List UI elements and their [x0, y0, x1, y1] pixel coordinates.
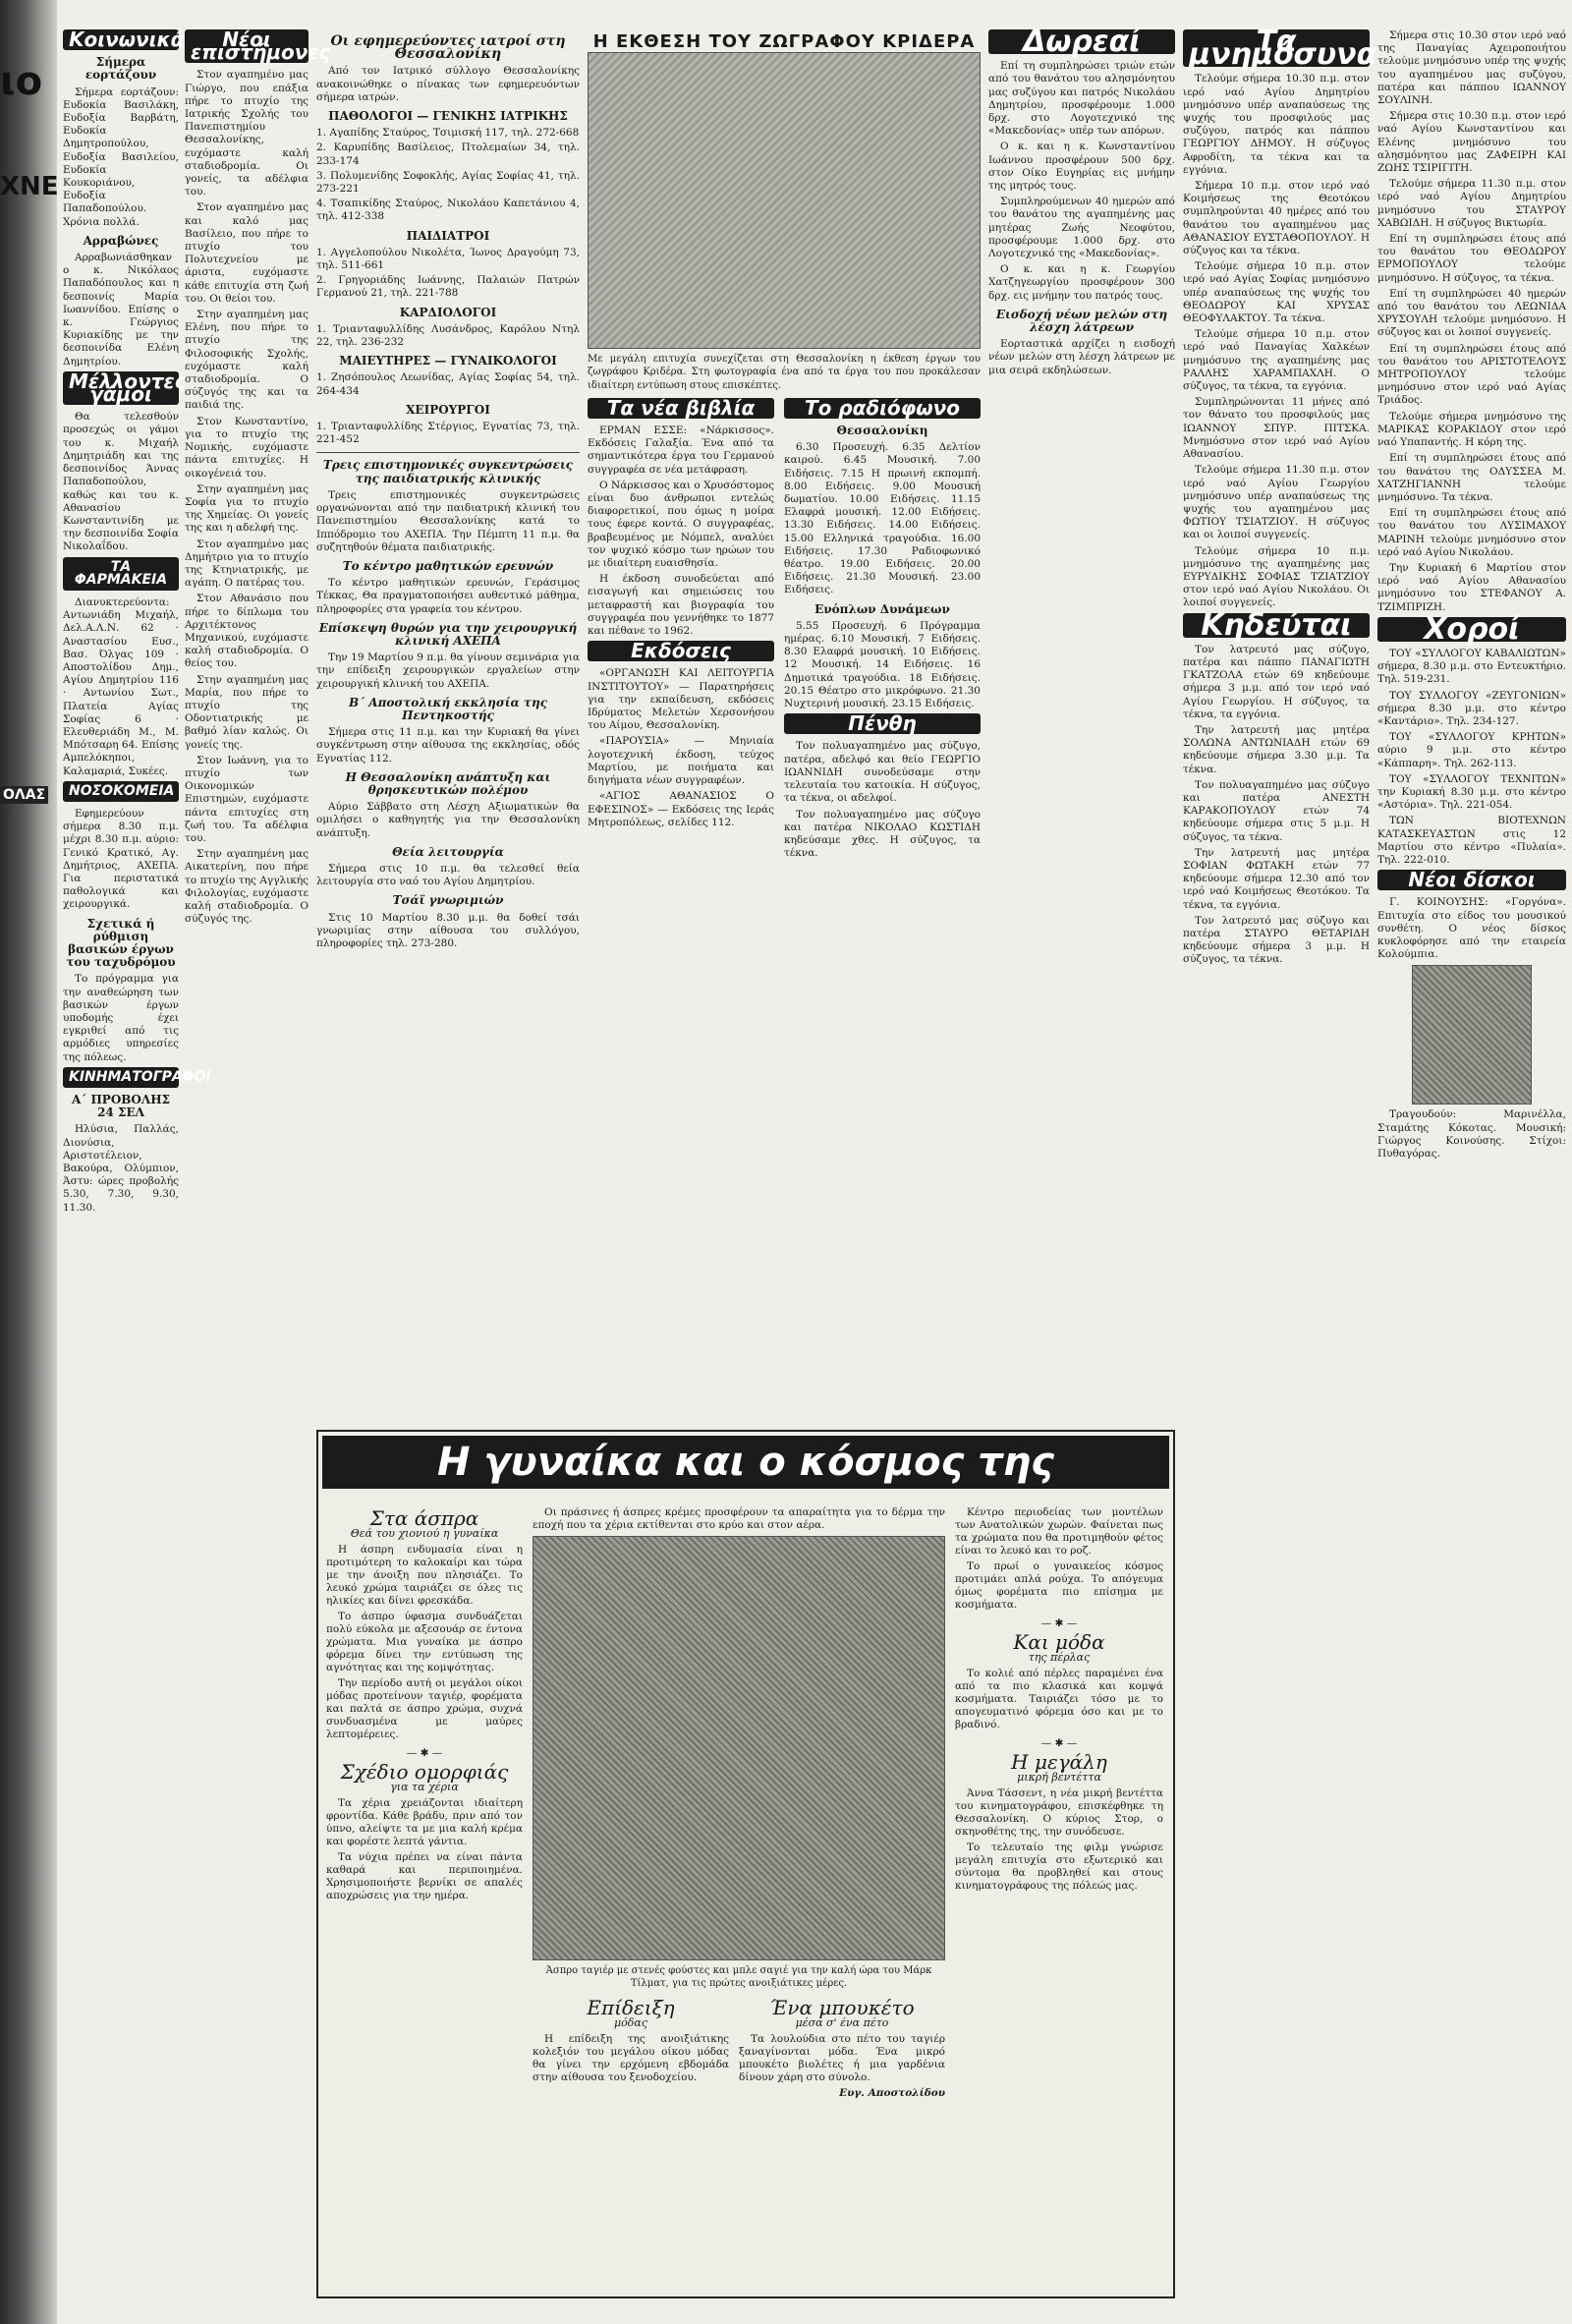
article-paragraph: Στον αγαπημένο μας Γιώργο, που επάξια πήρε το πτυχίο της Ιατρικής Σχολής του Πανεπιστημίου Θεσσαλονίκης, ευχόμαστε καλή σταδιοδρομία. Οι γονείς, τα αδέλφια του.	[185, 69, 309, 198]
article-paragraph: Τα νύχια πρέπει να είναι πάντα καθαρά και περιποιημένα. Χρησιμοποιήστε βερνίκι σε απαλές αποχρώσεις για την ημέρα.	[326, 1851, 523, 1901]
article-paragraph: Τελούμε σήμερα 10 π.μ. μνημόσυνο της αγαπημένης μας ΕΥΡΥΔΙΚΗΣ ΣΟΦΙΑΣ ΤΖΙΑΤΖΙΟΥ στον ιερό ναό Αγίου Νικολάου. Οι λοιποί συγγενείς.	[1183, 544, 1370, 609]
feature-subheading: Επίδειξη	[587, 1996, 675, 2019]
article-paragraph: Επί τη συμπληρώσει τριών ετών από του θανάτου του αλησμόνητου μας συζύγου και πατρός Νικολάου Δημητρίου, προσφέρουμε 1.000 δρχ. στο Λογοτεχνικό της «Μακεδονίας» υπέρ των απόρων.	[988, 60, 1175, 138]
list-item: 1. Τριανταφυλλίδης Λυσάνδρος, Καρόλου Ντηλ 22, τηλ. 236-232	[316, 322, 580, 349]
article-paragraph: Στον Κωνσταντίνο, για το πτυχίο της Νομικής, ευχόμαστε πάντα επιτυχίες. Η οικογένειά του.	[185, 415, 309, 480]
section-banner-publications: Εκδόσεις	[588, 641, 774, 661]
list-heading: ΠΑΙΔΙΑΤΡΟΙ	[406, 228, 490, 243]
feature-kicker: μόδας	[614, 2016, 647, 2029]
article-paragraph: Επί τη συμπληρώσει έτους από του θανάτου του ΘΕΟΔΩΡΟΥ ΕΡΜΟΠΟΥΛΟΥ τελούμε μνημόσυνο. Η σύζυγος, τα τέκνα.	[1377, 233, 1566, 284]
column-new-scientists	[185, 28, 331, 2309]
section-banner-radio: Το ραδιόφωνο	[784, 398, 981, 419]
column-memorials-dances	[1377, 29, 1566, 2309]
section-heading: Θεσσαλονίκη	[836, 424, 928, 438]
article-paragraph: Επί τη συμπληρώσει έτους από του θανάτου του ΑΡΙΣΤΟΤΕΛΟΥΣ ΜΗΤΡΟΠΟΥΛΟΥ τελούμε μνημόσυνο στον ιερό ναό Αγίας Τριάδος.	[1377, 342, 1566, 407]
article-paragraph: ΤΩΝ ΒΙΟΤΕΧΝΩΝ ΚΑΤΑΣΚΕΥΑΣΤΩΝ στις 12 Μαρτίου στο κέντρο «Πυλαία». Τηλ. 222-010.	[1377, 815, 1566, 866]
article-paragraph: Τα χέρια χρειάζονται ιδιαίτερη φροντίδα. Κάθε βράδυ, πριν από τον ύπνο, αλείψτε τα με μια καλή κρέμα και φορέστε λεπτά γάντια.	[326, 1797, 523, 1847]
section-heading: Α΄ ΠΡΟΒΟΛΗΣ 24 ΣΕΛ	[71, 1093, 171, 1120]
list-heading: ΚΑΡΔΙΟΛΟΓΟΙ	[399, 305, 497, 319]
article-paragraph: Διανυκτερεύοντα: Αντωνιάδη Μιχαήλ, Δελ.Α.Λ.Ν. 62 · Αναστασίου Ευσ., Βασ. Όλγας 109 · Αποστολίδου Δημ., Αγίου Δημητρίου 116 · Αντωνίου Σωτ., Πλατεία Αγίας Σοφίας 6 · Ελευθεριάδη Μ., Μ. Μπότσαρη 64. Επίσης Αμπελόκηποι, Καλαμαριά, Συκέες.	[63, 595, 179, 777]
list-item: 2. Καρυπίδης Βασίλειος, Πτολεμαίων 34, τηλ. 233-174	[316, 142, 580, 167]
article-headline: Το κέντρο μαθητικών ερευνών	[342, 558, 554, 573]
section-banner-hospitals: ΝΟΣΟΚΟΜΕΙΑ	[63, 781, 179, 802]
doctor-list	[316, 127, 580, 223]
list-item: 1. Αγαπίδης Σταύρος, Τσιμισκή 117, τηλ. 272-668	[316, 127, 580, 140]
article-paragraph: Στον αγαπημένο μας Δημήτριο για το πτυχίο της Κτηνιατρικής, με αγάπη. Ο πατέρας του.	[185, 538, 309, 590]
feature-photo-column	[533, 1506, 945, 2283]
feature-kicker: για τα χέρια	[390, 1781, 459, 1793]
feature-subheading: Στα άσπρα	[369, 1506, 479, 1530]
separator-star: — ✱ —	[1040, 1617, 1078, 1629]
section-heading: Σχετικά ή ρύθμιση βασικών έργων του ταχυδρόμου	[66, 916, 176, 970]
divider	[316, 452, 580, 453]
article-headline: Τρεις επιστημονικές συγκεντρώσεις της παιδιατρικής κλινικής	[322, 458, 574, 485]
article-paragraph: Τελούμε σήμερα 11.30 π.μ. στον ιερό ναό Αγίου Δημητρίου μνημόσυνο του ΣΤΑΥΡΟΥ ΧΑΒΩΙΔΗ. Η σύζυγος Βικτωρία.	[1377, 178, 1566, 229]
article-paragraph: Από τον Ιατρικό σύλλογο Θεσσαλονίκης ανακοινώθηκε ο πίνακας των εφημερευόντων σήμερα ιατρών.	[316, 65, 580, 103]
article-paragraph: Τον λατρευτό μας σύζυγο, πατέρα και πάππο ΠΑΝΑΓΙΩΤΗ ΓΚΑΤΖΟΛΑ ετών 69 κηδεύουμε σήμερα 3 μ.μ. από τον ιερό ναό Αγίου Γεωργίου. Η σύζυγος, τα τέκνα, τα εγγόνια.	[1183, 643, 1370, 720]
section-banner-dances: Χοροί	[1377, 617, 1566, 642]
author-signature: Ευγ. Αποστολίδου	[839, 2087, 945, 2099]
article-paragraph: Την λατρευτή μας μητέρα ΣΟΦΙΑΝ ΦΩΤΑΚΗ ετών 77 κηδεύουμε σήμερα 12.30 από τον ιερό ναό Κοιμήσεως Θεοτόκου. Τα τέκνα, τα εγγόνια.	[1183, 846, 1370, 911]
article-paragraph: 6.30 Προσευχή. 6.35 Δελτίον καιρού. 6.45 Μουσική. 7.00 Ειδήσεις. 7.15 Η πρωινή εκπομπή. 8.00 Ειδήσεις. 9.00 Μουσική δωματίου. 10.00 Ειδήσεις. 11.15 Ελαφρά μουσική. 12.00 Ειδήσεις. 13.30 Ειδήσεις. 14.00 Ειδήσεις. 15.00 Ελληνικά τραγούδια. 16.00 Ειδήσεις. 17.30 Ραδιοφωνικό θέατρο. 19.00 Ειδήσεις. 20.00 Ειδήσεις. 21.30 Μουσική. 23.00 Ειδήσεις.	[784, 441, 981, 596]
article-paragraph: Αρραβωνιάσθηκαν ο κ. Νικόλαος Παπαδόπουλος και η δεσποινίς Μαρία Ιωαννίδου. Επίσης ο κ. Γεώργιος Κυριακίδης με την δεσποινίδα Ελένη Δημητρίου.	[63, 252, 179, 368]
article-paragraph: Ο κ. και η κ. Γεωργίου Χατζηγεωργίου προσφέρουν 300 δρχ. εις μνήμην του πατρός τους.	[988, 263, 1175, 302]
list-item: 1. Αγγελοπούλου Νικολέτα, Ίωνος Δραγούμη 73, τηλ. 511-661	[316, 246, 580, 272]
feature-column	[955, 1506, 1163, 2283]
article-paragraph: Το κέντρο μαθητικών ερευνών, Γεράσιμος Τέκκας, Θα πραγματοποιήσει αυθεντικό μάθημα, πληροφορίες στα γραφεία του κέντρου.	[316, 577, 580, 615]
doctor-list	[316, 323, 580, 349]
feature-kicker: της πέρλας	[1028, 1651, 1091, 1664]
list-heading: ΜΑΙΕΥΤΗΡΕΣ — ΓΥΝΑΙΚΟΛΟΓΟΙ	[339, 354, 557, 368]
article-paragraph: Τραγουδούν: Μαρινέλλα, Σταμάτης Κόκοτας. Μουσική: Γιώργος Κοινούσης. Στίχοι: Πυθαγόρας.	[1377, 1108, 1566, 1161]
article-paragraph: Επί τη συμπληρώσει έτους από του θανάτου της ΟΔΥΣΣΕΑ Μ. ΧΑΤΖΗΓΙΑΝΝΗ τελούμε μνημόσυνο. Τα τέκνα.	[1377, 452, 1566, 503]
gutter-fragment: ιο	[0, 59, 43, 104]
photo-caption: Άσπρο ταγιέρ με στενές φούστες και μπλε σαγιέ για την καλή ώρα του Μάρκ Τίλματ, για τις πρώτες ανοιξιάτικες μέρες.	[545, 1965, 932, 1989]
article-paragraph: Η άσπρη ενδυμασία είναι η προτιμότερη το καλοκαίρι και τώρα με την άνοιξη που πλησιάζει. Το λευκό χρώμα ταιριάζει σε όλες τις ηλικίες και δίνει φρεσκάδα.	[326, 1544, 523, 1607]
article-paragraph: Το πρόγραμμα για την αναθεώρηση των βασικών έργων υποδομής έχει εγκριθεί από τις αρμόδιες υπηρεσίες της πόλεως.	[63, 973, 179, 1063]
feature-subheading: Και μόδα	[1013, 1630, 1105, 1654]
article-paragraph: Σήμερα στις 10.30 στον ιερό ναό της Παναγίας Αχειροποιήτου τελούμε μνημόσυνο υπέρ της ψυχής του αγαπημένου μας συζύγου, πατέρα και πάππου ΙΩΑΝΝΟΥ ΣΟΥΛΙΝΗ.	[1377, 29, 1566, 107]
article-headline: Θεία λειτουργία	[392, 844, 504, 859]
section-banner-pharmacies: ΤΑ ΦΑΡΜΑΚΕΙΑ	[63, 557, 179, 591]
feature-kicker: μέσα σ' ένα πέτο	[795, 2016, 889, 2029]
article-paragraph: Στην αγαπημένη μας Σοφία για το πτυχίο της Χημείας. Οι γονείς της και η αδελφή της.	[185, 482, 309, 535]
feature-title: Η γυναίκα και ο κόσμος της	[322, 1436, 1169, 1489]
section-banner-cinemas: ΚΙΝΗΜΑΤΟΓΡΑΦΟΙ	[63, 1067, 179, 1088]
section-banner-mourning: Πένθη	[784, 713, 981, 734]
article-paragraph: Στις 10 Μαρτίου 8.30 μ.μ. θα δοθεί τσάι γνωριμίας στην αίθουσα του συλλόγου, πληροφορίες τηλ. 273-280.	[316, 911, 580, 949]
article-paragraph: Τον πολυαγαπημένο μας σύζυγο, πατέρα, αδελφό και θείο ΓΕΩΡΓΙΟ ΙΩΑΝΝΙΔΗ συνοδεύσαμε στην τελευταία του κατοικία. Η σύζυγος, τα τέκνα, οι αδελφοί.	[784, 740, 981, 805]
article-headline: Επίσκεψη θυρών για την χειρουργική κλινική ΑΧΕΠΑ	[318, 620, 578, 648]
article-paragraph: Σήμερα στις 11 π.μ. και την Κυριακή θα γίνει συγκέντρωση στην αίθουσα της εκκλησίας, οδός Εγνατίας 112.	[316, 726, 580, 765]
article-paragraph: Θα τελεσθούν προσεχώς οι γάμοι του κ. Μιχαήλ Δημητριάδη και της δεσποινίδος Άννας Παπαδοπούλου, καθώς και του κ. Αθανασίου Κωνσταντινίδη με την δεσποινίδα Σοφία Νικολαΐδου.	[63, 411, 179, 553]
article-headline: Τσάϊ γνωριμιών	[392, 893, 504, 908]
article-paragraph: Τελούμε σήμερα 10.30 π.μ. στον ιερό ναό Αγίου Δημητρίου μνημόσυνο υπέρ αναπαύσεως της ψυχής του προσφιλούς μας συζύγου, πατρός και πάππου ΓΕΩΡΓΙΟΥ ΔΗΜΟΥ. Η σύζυγος Αφροδίτη, τα τέκνα και τα εγγόνια.	[1183, 73, 1370, 176]
article-paragraph: «ΠΑΡΟΥΣΙΑ» — Μηνιαία λογοτεχνική έκδοση, τεύχος Μαρτίου, με ποιήματα και διηγήματα νέων συγγραφέων.	[588, 735, 774, 787]
photo-caption: Με μεγάλη επιτυχία συνεχίζεται στη Θεσσαλονίκη η έκθεση έργων του ζωγράφου Κριδέρα. Στη φωτογραφία ένα από τα έργα του που προκάλεσαν ιδιαίτερη εντύπωση στους επισκέπτες.	[588, 354, 981, 391]
feature-column	[326, 1506, 523, 2283]
article-paragraph: Στην αγαπημένη μας Ελένη, που πήρε το πτυχίο της Φιλοσοφικής Σχολής, ευχόμαστε καλή σταδιοδρομία. Ο σύζυγός της και τα παιδιά της.	[185, 309, 309, 412]
article-paragraph: Την 19 Μαρτίου 9 π.μ. θα γίνουν σεμινάρια για την επίδειξη χειρουργικών εργαλείων στην χειρουργική κλινική του ΑΧΕΠΑ.	[316, 652, 580, 690]
section-banner-donations: Δωρεαί	[988, 29, 1175, 54]
section-banner-new-scientists: Νέοι επιστήμονες	[185, 29, 309, 63]
article-paragraph: Κέντρο περιοδείας των μοντέλων των Ανατολικών χωρών. Φαίνεται πως τα χρώματα που θα προτιμηθούν φέτος είναι το λευκό και το ροζ.	[955, 1506, 1163, 1557]
list-item: 4. Τσαπικίδης Σταύρος, Νικολάου Καπετάνιου 4, τηλ. 412-338	[316, 198, 580, 223]
article-paragraph: Την περίοδο αυτή οι μεγάλοι οίκοι μόδας προτείνουν ταγιέρ, φορέματα και παλτά σε άσπρο χρώμα, συχνά συνδυασμένα με μαύρες λεπτομέρειες.	[326, 1677, 523, 1740]
gutter-fragment: ΧΝΕ	[0, 172, 59, 201]
article-paragraph: «ΟΡΓΑΝΩΣΗ ΚΑΙ ΛΕΙΤΟΥΡΓΙΑ ΙΝΣΤΙΤΟΥΤΟΥ» — Παρατηρήσεις για την εκπαίδευση, εκδόσεις Ιδρύματος Μελετών Χερσονήσου του Αίμου, Θεσσαλονίκη.	[588, 667, 774, 732]
feature-kicker: Θεά του χιονιού η γυναίκα	[350, 1527, 499, 1540]
feature-subheading: Σχέδιο ομορφιάς	[340, 1760, 509, 1784]
article-paragraph: Σήμερα εορτάζουν: Ευδοκία Βασιλάκη, Ευδοξία Βαρβάτη, Ευδοκία Δημητροπούλου, Ευδοξία Βασιλείου, Ευδοκία Κουκοριάνου, Ευδοξία Παπαδοπούλου. Χρόνια πολλά.	[63, 85, 179, 228]
list-heading: ΧΕΙΡΟΥΡΓΟΙ	[406, 402, 490, 417]
article-paragraph: Σήμερα στις 10 π.μ. θα τελεσθεί θεία λειτουργία στο ναό του Αγίου Δημητρίου.	[316, 862, 580, 888]
doctor-list	[316, 421, 580, 446]
section-heading: Αρραβώνες	[83, 233, 159, 248]
article-paragraph: Επί τη συμπληρώσει 40 ημερών από του θανάτου του ΛΕΩΝΙΔΑ ΧΡΥΣΟΥΛΗ τελούμε μνημόσυνο. Η σύζυγος και οι λοιποί συγγενείς.	[1377, 287, 1566, 339]
article-paragraph: 5.55 Προσευχή. 6 Πρόγραμμα ημέρας. 6.10 Μουσική. 7 Ειδήσεις. 8.30 Ελαφρά μουσική. 10 Ειδήσεις. 12 Μουσική. 14 Ειδήσεις. 16 Δημοτικά τραγούδια. 18 Ειδήσεις. 20.15 Θέατρο στο μικρόφωνο. 21.30 Νυχτερινή μουσική. 23.15 Ειδήσεις.	[784, 619, 981, 710]
article-paragraph: Στον Ιωάννη, για το πτυχίο των Οικονομικών Επιστημών, ευχόμαστε πάντα επιτυχίες στη ζωή του. Τα αδέλφια του.	[185, 754, 309, 844]
list-item: 3. Πολυμενίδης Σοφοκλής, Αγίας Σοφίας 41, τηλ. 273-221	[316, 169, 580, 196]
fashion-photo	[533, 1536, 945, 1960]
feature-woman-world	[316, 1430, 1175, 2298]
article-paragraph: Στον Αθανάσιο που πήρε το δίπλωμα του Αρχιτέκτονος Μηχανικού, ευχόμαστε καλή σταδιοδρομία. Ο θείος του.	[185, 593, 309, 670]
article-paragraph: Σήμερα 10 π.μ. στον ιερό ναό Κοιμήσεως της Θεοτόκου συμπληρούνται 40 ημέρες από του θανάτου του αγαπημένου μας ΑΘΑΝΑΣΙΟΥ ΕΥΣΤΑΘΟΠΟΥΛΟΥ. Η σύζυγος και τα τέκνα.	[1183, 180, 1370, 257]
article-paragraph: ΤΟΥ «ΣΥΛΛΟΓΟΥ ΤΕΧΝΙΤΩΝ» την Κυριακή 8.30 μ.μ. στο κέντρο «Αστόρια». Τηλ. 221-054.	[1377, 772, 1566, 812]
section-banner-weddings: Μέλλοντες γάμοι	[63, 371, 179, 405]
section-banner-new-records: Νέοι δίσκοι	[1377, 870, 1566, 890]
article-paragraph: Το άσπρο ύφασμα συνδυάζεται πολύ εύκολα με αξεσουάρ σε έντονα χρώματα. Μια γυναίκα με άσπρο φόρεμα δίνει την εντύπωση της αγνότητας και της κομψότητας.	[326, 1611, 523, 1673]
article-paragraph: Τελούμε σήμερα 11.30 π.μ. στον ιερό ναό Αγίου Γεωργίου μνημόσυνο υπέρ αναπαύσεως της ψυχής του αγαπημένου μας ΦΩΤΙΟΥ ΤΣΙΑΤΖΙΟΥ. Η σύζυγος και οι λοιποί συγγενείς.	[1183, 464, 1370, 541]
section-heading: Ενόπλων Δυνάμεων	[814, 601, 950, 616]
list-heading: ΠΑΘΟΛΟΓΟΙ — ΓΕΝΙΚΗΣ ΙΑΤΡΙΚΗΣ	[328, 109, 568, 124]
article-paragraph: Τρεις επιστημονικές συγκεντρώσεις οργανώνονται από την παιδιατρική κλινική του Πανεπιστημίου Θεσσαλονίκης κατά το Ιππόδρομιο του ΑΧΕΠΑ. Την Πέμπτη 11 π.μ. θα συζητηθούν θέματα παιδιατρικής.	[316, 488, 580, 553]
separator-star: — ✱ —	[406, 1747, 443, 1759]
separator-star: — ✱ —	[1040, 1737, 1078, 1749]
section-banner-books: Τα νέα βιβλία	[588, 398, 774, 419]
article-paragraph: Τελούμε σήμερα 10 π.μ. στον ιερό ναό Αγίας Σοφίας μνημόσυνο υπέρ αναπαύσεως της ψυχής του ΘΕΟΔΩΡΟΥ ΚΑΙ ΧΡΥΣΑΣ ΘΕΟΦΥΛΑΚΤΟΥ. Τα τέκνα.	[1183, 260, 1370, 325]
article-paragraph: Ηλύσια, Παλλάς, Διονύσια, Αριστοτέλειον, Βακούρα, Ολύμπιον, Άστυ: ώρες προβολής 5.30, 7.30, 9.30, 11.30.	[63, 1123, 179, 1214]
article-paragraph: Σήμερα στις 10.30 π.μ. στον ιερό ναό Αγίου Κωνσταντίνου και Ελένης μνημόσυνο του αλησμόνητου μας ΖΑΦΕΙΡΗ ΚΑΙ ΖΩΗΣ ΤΣΙΡΙΓΙΤΗ.	[1377, 110, 1566, 175]
article-paragraph: Στην αγαπημένη μας Μαρία, που πήρε το πτυχίο της Οδοντιατρικής με βαθμό λίαν καλώς. Οι γονείς της.	[185, 673, 309, 751]
page-gutter	[0, 0, 57, 2324]
article-paragraph: Εφημερεύουν σήμερα 8.30 π.μ. μέχρι 8.30 π.μ. αύριο: Γενικό Κρατικό, Αγ. Δημήτριος, ΑΧΕΠΑ. Για περιστατικά παθολογικά και χειρουργικά.	[63, 807, 179, 911]
article-paragraph: Την Κυριακή 6 Μαρτίου στον ιερό ναό Αγίου Αθανασίου μνημόσυνο του ΣΤΕΦΑΝΟΥ Α. ΤΖΙΜΠΡΙΖΗ.	[1377, 561, 1566, 613]
article-paragraph: «ΑΓΙΟΣ ΑΘΑΝΑΣΙΟΣ Ο ΕΦΕΣΙΝΟΣ» — Εκδόσεις της Ιεράς Μητροπόλεως, σελίδες 112.	[588, 790, 774, 828]
feature-subheading: Ένα μπουκέτο	[769, 1996, 915, 2019]
section-banner-social: Κοινωνικά	[63, 29, 179, 50]
article-paragraph: Συμπληρώνονται 11 μήνες από τον θάνατο του προσφιλούς μας ΙΩΑΝΝΟΥ ΣΠΥΡ. ΠΙΤΣΚΑ. Μνημόσυνο στον ιερό ναό Αγίου Αθανασίου.	[1183, 396, 1370, 461]
article-paragraph: ΕΡΜΑΝ ΕΣΣΕ: «Νάρκισσος». Εκδόσεις Γαλαξία. Ένα από τα σημαντικότερα έργα του Γερμανού συγγραφέα σε νέα μετάφραση.	[588, 425, 774, 476]
section-banner-funerals: Κηδεύται	[1183, 613, 1370, 638]
column-donations	[988, 25, 1175, 1405]
article-paragraph: ΤΟΥ «ΣΥΛΛΟΓΟΥ ΚΡΗΤΩΝ» αύριο 9 μ.μ. στο κέντρο «Κάππαρη». Τηλ. 262-113.	[1377, 731, 1566, 769]
doctor-list	[316, 247, 580, 301]
article-headline: Οι εφημερεύοντες ιατροί στη Θεσσαλονίκη	[330, 33, 566, 63]
section-banner-memorials: Τα μνημόσυνα	[1183, 29, 1370, 67]
article-headline: Β΄ Αποστολική εκκλησία της Πεντηκοστής	[348, 695, 548, 722]
article-paragraph: Άννα Τάσσεντ, η νέα μικρή βεντέττα του κινηματογράφου, επισκέφθηκε τη Θεσσαλονίκη. Ο κύριος Στορ, ο σκηνοθέτης της, την συνόδευσε.	[955, 1787, 1163, 1838]
column-doctors	[316, 29, 580, 1405]
article-paragraph: Η επίδειξη της ανοιξιάτικης κολεξιόν του μεγάλου οίκου μόδας θα γίνει την ερχόμενη εβδομάδα στην αίθουσα του ξενοδοχείου.	[533, 2033, 729, 2083]
article-paragraph: Στην αγαπημένη μας Αικατερίνη, που πήρε το πτυχίο της Αγγλικής Φιλολογίας, ευχόμαστε καλή σταδιοδρομία. Ο σύζυγός της.	[185, 848, 309, 926]
article-paragraph: Εορταστικά αρχίζει η εισδοχή νέων μελών στη λέσχη λάτρεων με μια σειρά εκδηλώσεων.	[988, 338, 1175, 376]
article-paragraph: Την λατρευτή μας μητέρα ΣΟΛΩΝΑ ΑΝΤΩΝΙΑΔΗ ετών 69 κηδεύουμε σήμερα 3.30 μ.μ. Τα τέκνα.	[1183, 723, 1370, 775]
article-paragraph: ΤΟΥ «ΣΥΛΛΟΓΟΥ ΚΑΒΑΛΙΩΤΩΝ» σήμερα, 8.30 μ.μ. στο Εντευκτήριο. Τηλ. 519-231.	[1377, 647, 1566, 686]
article-paragraph: Οι πράσινες ή άσπρες κρέμες προσφέρουν τα απαραίτητα για το δέρμα την εποχή που τα χέρια εκτίθενται στο κρύο και στον αέρα.	[533, 1506, 945, 1531]
article-paragraph: Τον πολυαγαπημένο μας σύζυγο και πατέρα ΑΝΕΣΤΗ ΚΑΡΑΚΟΠΟΥΛΟΥ ετών 74 κηδεύουμε σήμερα στις 5 μ.μ. Η σύζυγος, τα τέκνα.	[1183, 778, 1370, 843]
list-item: 1. Τριανταφυλλίδης Στέργιος, Εγνατίας 73, τηλ. 221-452	[316, 421, 580, 446]
gutter-fragment: ΟΛΑΣ	[0, 786, 48, 804]
article-headline: Η Θεσσαλονίκη ανάπτυξη και θρησκευτικών πολέμου	[345, 769, 551, 797]
list-item: 2. Γρηγοριάδης Ιωάννης, Παλαιών Πατρών Γερμανού 21, τηλ. 221-788	[316, 274, 580, 300]
article-paragraph: Το κολιέ από πέρλες παραμένει ένα από τα πιο κλασικά και κομψά κοσμήματα. Ταιριάζει τόσο με το απογευματινό φόρεμα όσο και με το βραδινό.	[955, 1668, 1163, 1730]
article-paragraph: Τον λατρευτό μας σύζυγο και πατέρα ΣΤΑΥΡΟ ΘΕΤΑΡΙΔΗ κηδεύουμε σήμερα 3 μ.μ. Η σύζυγος, τα τέκνα.	[1183, 914, 1370, 966]
article-paragraph: Το τελευταίο της φιλμ γνώρισε μεγάλη επιτυχία στο εξωτερικό και σύντομα θα προβληθεί και στους κινηματογράφους της πόλεώς μας.	[955, 1842, 1163, 1892]
list-item: 1. Ζησόπουλος Λεωνίδας, Αγίας Σοφίας 54, τηλ. 264-434	[316, 371, 580, 397]
article-paragraph: Το πρωί ο γυναικείος κόσμος προτιμάει απλά ρούχα. Το απόγευμα όμως φορέματα πιο επίσημα με κοσμήματα.	[955, 1560, 1163, 1611]
article-paragraph: Τελούμε σήμερα μνημόσυνο της ΜΑΡΙΚΑΣ ΚΟΡΑΚΙΔΟΥ στον ιερό ναό Υπαπαντής. Η κόρη της.	[1377, 410, 1566, 449]
feature-subheading: Η μεγάλη	[1011, 1750, 1107, 1774]
article-headline: Η ΕΚΘΕΣΗ ΤΟΥ ΖΩΓΡΑΦΟΥ ΚΡΙΔΕΡΑ	[592, 31, 976, 52]
section-heading: Σήμερα εορτάζουν	[84, 55, 157, 83]
article-paragraph: Ο κ. και η κ. Κωνσταντίνου Ιωάννου προσφέρουν 500 δρχ. στον Οίκο Ευγηρίας εις μνήμην της μητρός τους.	[988, 141, 1175, 193]
article-paragraph: Η έκδοση συνοδεύεται από εισαγωγή και σημειώσεις του μεταφραστή και βιογραφία του συγγραφέα που γεννήθηκε το 1877 και πέθανε το 1962.	[588, 573, 774, 638]
feature-kicker: μικρή βεντέττα	[1017, 1771, 1101, 1784]
article-paragraph: Ο Νάρκισσος και ο Χρυσόστομος είναι δυο άνθρωποι εντελώς διαφορετικοί, που όμως η μοίρα τους έφερε κοντά. Ο συγγραφέας, βραβευμένος με Νόμπελ, αναλύει τον ψυχικό κόσμο των ηρώων του με ιδιαίτερη ευαισθησία.	[588, 479, 774, 570]
article-paragraph: Γ. ΚΟΙΝΟΥΣΗΣ: «Γοργόνα». Επιτυχία στο είδος του μουσικού συνθέτη. Ο νέος δίσκος κυκλοφόρησε από την εταιρεία Κολούμπια.	[1377, 896, 1566, 961]
article-paragraph: Τον πολυαγαπημένο μας σύζυγο και πατέρα ΝΙΚΟΛΑΟ ΚΩΣΤΙΔΗ κηδεύσαμε χθες. Η σύζυγος, τα τέκνα.	[784, 808, 981, 860]
article-paragraph: Τελούμε σήμερα 10 π.μ. στον ιερό ναό Παναγίας Χαλκέων μνημόσυνο της αγαπημένης μας ΡΑΛΛΗΣ ΧΑΡΑΜΠΑΧΛΗ. Ο σύζυγος, τα τέκνα, τα εγγόνια.	[1183, 328, 1370, 393]
article-paragraph: Συμπληρούμενων 40 ημερών από του θανάτου της αγαπημένης μας μητέρας Ζωής Νεοφύτου, προσφέρουμε 1.000 δρχ. στο Λογοτεχνικό της «Μακεδονίας».	[988, 196, 1175, 260]
column-social	[63, 28, 211, 2309]
column-exhibition	[588, 29, 981, 1405]
doctor-list	[316, 371, 580, 397]
article-headline: Εισδοχή νέων μελών στη λέσχη λάτρεων	[995, 307, 1168, 335]
article-paragraph: Επί τη συμπληρώσει έτους από του θανάτου του ΛΥΣΙΜΑΧΟΥ ΜΑΡΙΝΗ τελούμε μνημόσυνο στον ιερό ναό Αγίου Νικολάου.	[1377, 507, 1566, 558]
article-paragraph: Στον αγαπημένο μας και καλό μας Βασίλειο, που πήρε το πτυχίο του Πολυτεχνείου με άριστα, ευχόμαστε κάθε επιτυχία στη ζωή του. Οι θείοι του.	[185, 201, 309, 305]
column-memorials	[1183, 25, 1377, 2309]
painting-photo	[588, 52, 981, 349]
article-paragraph: ΤΟΥ ΣΥΛΛΟΓΟΥ «ΖΕΥΓΟΝΙΩΝ» σήμερα 8.30 μ.μ. στο κέντρο «Καντάριο». Τηλ. 234-127.	[1377, 689, 1566, 727]
singer-photo	[1412, 965, 1532, 1105]
article-paragraph: Αύριο Σάββατο στη Λέσχη Αξιωματικών θα ομιλήσει ο καθηγητής για την Θεσσαλονίκη ανάπτυξη.	[316, 801, 580, 839]
article-paragraph: Τα λουλούδια στο πέτο του ταγιέρ ξαναγίνονται μόδα. Ένα μικρό μπουκέτο βιολέτες ή μια γαρδένια δίνουν χάρη στο σύνολο.	[739, 2033, 945, 2083]
